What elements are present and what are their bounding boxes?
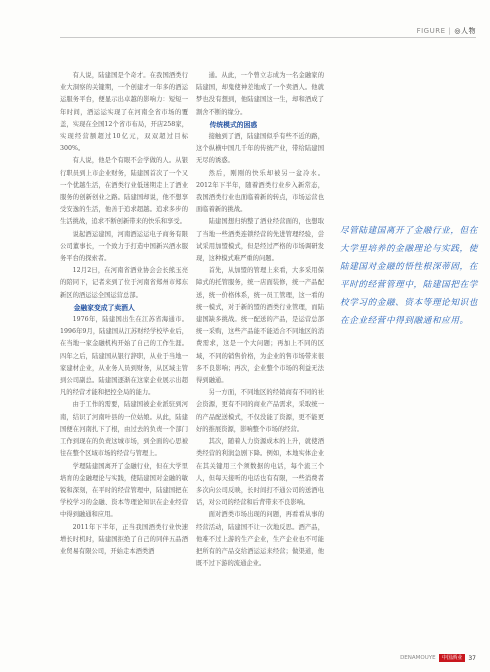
- category-label: ◎人物: [454, 27, 476, 35]
- subheading: 金融家变成了卖酒人: [73, 303, 135, 312]
- pull-quote: 尽管陆建国离开了金融行业，但在大学里培养的金融理论与实践，使陆建国对金融的悟性根深蒂固，在平时的经营管理中，陆建国把在学校学习的金融、资本等理论知识也在企业经营中得到融通和应用。: [340, 226, 478, 326]
- paragraph: 另一方面，不同地区的经销商有不同的社会资源，更有不同的商业产品需求，采取统一的产品配送模式，不仅没能了资源，更不能更好的推展资源，影响整个市场的经营。: [196, 389, 324, 433]
- paragraph: 首先，从加盟的管理上来看，大多采用保障式的托管服务，统一店面装修，统一产品配送，统一价格体系，统一员工管理，这一看的统一模式，对于新的盟的酒类行业管理，而陆建国缺多挑战。统一配送的产品，是运营总部统一采购，这些产品能不能适合不同地区的消费需求，这是一个大问题；再加上不同的区域，不同的销售价格，为企业的售市场带来很多不良影响；再次，企业整个市场的利益无法得到融通。: [196, 267, 324, 385]
- paragraph: 12月2日，在河南省酒业协会会长熊玉亮的陪同下，记者来到了位于河南省郑州市郑东新区的酒运运全国运营总部。: [60, 267, 188, 299]
- paragraph: 然后，刚刚的快乐却被另一盆冷水。2012年下半年，随着酒类行业步入新常态，我国酒类行业也面临着新的转点，市场运营也面临着新的挑战。: [196, 169, 324, 214]
- section-tag: [417, 26, 476, 36]
- paragraph: 陆建国想归纳整了酒业经营面的，也想取了当地一些酒类连锁经营的先进管理经验，尝试采用加盟模式，但是经过严格的市场调研发现，这种模式难严重的问题。: [196, 218, 324, 263]
- paragraph: 面对酒类市场出现的问题，再看看从事的经营活动，陆建国不让一次地反思。酒产品，他难不过上游的生产企业，生产企业也不可能把所有的产品交给酒运运来经营；做渠道，他既不过下游的流通企业。: [196, 511, 324, 568]
- paragraph: 有人说，他是个有眼不会学做的人。从银行职员到上市企业财务，陆建国首次了一个又一个优越生活，在酒类行业低迷期走上了酒业服务的创新创业之路。陆建国却说，他不想享受安逸的生活，他善于追求超越。追求多步的生活挑战，追求不断创新带来的快乐和享受。: [60, 157, 188, 226]
- paragraph: 通。从此，一个曾立志成为一名金融家的陆建国，却鬼使神差地成了一个卖酒人。他就梦也没有想到，他陆建国这一生，却和酒成了割舍不断的缘分。: [196, 72, 324, 116]
- paragraph: 说起酒运建国，河南酒运运电子商务有限公司董事长，一个致力于打造中国新兴酒水服务平台的探索者。: [60, 230, 188, 263]
- magazine-name: DENAMOUYE: [400, 655, 436, 661]
- page-footer: [400, 654, 476, 662]
- article-column-2: [196, 70, 324, 570]
- page-header: [0, 0, 490, 40]
- paragraph: 2011年下半年，正当我国酒类行业快速增长时机时，陆建国拒绝了自己的同伴五品酒业贸易有限公司，开始走本酒类酒: [60, 523, 188, 555]
- section-separator: |: [448, 27, 452, 35]
- paragraph: 有人说，陆建国是个奇才。在我国酒类行业大洞察的关键期，一个创建才一年多的酒运运服务平台，便显示出卓越的影响力：短短一年时间，酒运运实现了在河南全省市场的覆盖，实现在全国12个省市布局，开店258家，实现经营额超过10亿元，双双超过目标300%。: [60, 72, 188, 153]
- subheading: 传统模式的困惑: [209, 120, 258, 129]
- paragraph: 学理陆建国离开了金融行业，但在大学里培育的金融理论与实践，使陆建国对金融的敏锐和深刻，在平时的经营管理中，陆建国把在学校学习的金融、资本等理论知识在企业经营中得到融通和应用。: [60, 462, 188, 519]
- paragraph: 其次，随着人力资源成本的上升，就使酒类经营的利润急剧下降。例如，本地实体企业在其关键用三个须数据的电话，每个流三个人，但每天接听的电话也有有限，一些消费者多次向公司反映，长时间打不通公司的送酒电话，对公司的经营和后背带来不良影响。: [196, 438, 324, 507]
- paragraph: 1976年，陆建国出生在江苏省海通市。1996年9月，陆建国从江苏财经学校毕业后，在当地一家金融机构开始了自己的工作生涯。四年之后，陆建国从银行辞职，从业于当地一家建材企业，从业务人员到财务，从区域主管到公司副总。陆建国逐渐在这家企业展示出超凡的经营才能和把控全局的能力。: [60, 316, 188, 397]
- page-number: 37: [468, 654, 476, 662]
- article-column-1: [60, 70, 188, 558]
- paragraph: 由于工作的需要，陆建国被企业派驻到河南，结识了河南叶县的一位姑娘。从此，陆建国便在河南扎下了根，由过去的负责一个部门工作到现在的负责这城市场，到全面的心思被往在整个区域市场的经营与管理上。: [60, 401, 188, 458]
- header-rule: [60, 37, 476, 38]
- paragraph: 接触到了酒，陆建国似乎有些不近的路，这个纵横中国几千年的传统产业，带给陆建国无尽的诱惑。: [196, 133, 324, 165]
- section-label: FIGURE: [416, 27, 446, 35]
- magazine-badge: 中国酒业: [439, 654, 466, 662]
